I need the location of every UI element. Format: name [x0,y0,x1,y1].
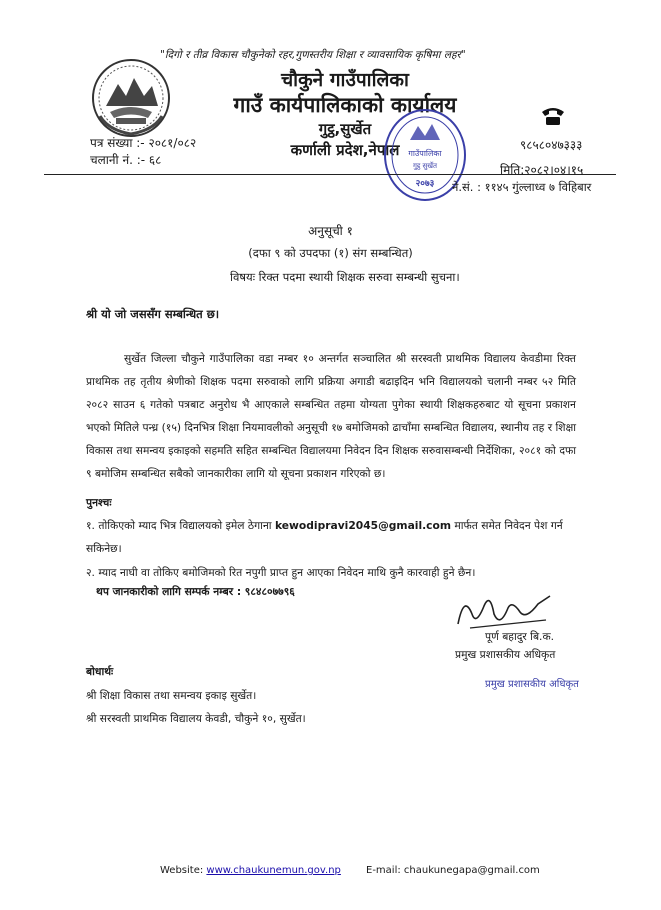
postscript-item-1-text: १. तोकिएको म्याद भित्र विद्यालयको इमेल ठेगाना [86,519,272,532]
telephone-icon [540,106,566,126]
issue-date: मिति:२०८२।०४।१५ [500,163,584,177]
postscript-item-1-cont: सकिनेछ। [86,542,122,555]
email-label: E-mail: [366,865,401,876]
nepal-emblem-icon [88,56,174,140]
phone-number: ९८५८०४७३३३ [520,138,583,152]
subject-line [230,270,460,285]
office-name: गाउँ कार्यपालिकाको कार्यालय [233,93,457,117]
school-email: kewodipravi2045@gmail.com [274,519,451,532]
province-name: कर्णाली प्रदेश,नेपाल [290,141,400,159]
reference-number: पत्र संख्या :- २०८१/०८२ [90,136,197,150]
header-divider [44,174,616,175]
footer-website [160,865,341,876]
schedule-title: अनुसूची १ [308,224,353,238]
dispatch-number: चलानी नं. :- ६८ [90,153,162,167]
signature [450,584,560,634]
notice-body [86,347,576,485]
contact-number: थप जानकारीको लागि सम्पर्क नम्बर : ९८४८०७७९६ [96,585,295,598]
subject-text: रिक्त पदमा स्थायी शिक्षक सरुवा सम्बन्धी सुचना। [258,270,460,284]
nepal-sambat-date: ने.सं. : ११४५ गुंल्लाध्व ७ विहिबार [452,180,592,194]
clause-reference: (दफा ९ को उपदफा (१) संग सम्बन्धित) [248,246,413,260]
signatory-name: पूर्ण बहादुर बि.क. [485,630,555,643]
cc-item: श्री शिक्षा विकास तथा समन्वय इकाइ सुर्खेत। [86,689,257,702]
slogan: "दिगो र तीव्र विकास चौकुनेको रहर,गुणस्तरीय शिक्षा र व्यावसायिक कृषिमा लहर" [160,49,466,61]
cc-item: श्री सरस्वती प्राथमिक विद्यालय केवडी, चौकुने १०, सुर्खेत। [86,712,306,725]
email-address: chaukunegapa@gmail.com [403,865,540,876]
postscript-item-2: २. म्याद नाघी वा तोकिए बमोजिमको रित नपुगी प्राप्त हुन आएका निवेदन माथि कुनै कारवाही हुने छैन। [86,566,476,579]
website-label: Website: [160,865,204,876]
postscript-heading: पुनश्चः [86,496,112,509]
signatory-title: प्रमुख प्रशासकीय अधिकृत [455,648,556,661]
stamp-text-2: गुट्ठ सुर्खेत [412,162,438,170]
stamp-text-3: २०७३ [415,179,435,189]
postscript-item-1 [86,519,563,533]
notice-body-text: सुर्खेत जिल्ला चौकुने गाउँपालिका वडा नम्बर १० अन्तर्गत सञ्चालित श्री सरस्वती प्राथमिक विद्यालय केवडीमा रिक्त प्राथमिक तह तृतीय श्रेणीको शिक्षक पदमा सरुवाको लागि प्रक्रिया अगाडी बढाइदिन भनि विद्यालयको चलानी नम्बर ५२ मिति २०८२ साउन ६ गतेको पत्रबाट अनुरोध भै आएकाले सम्बन्धित तहमा योग्यता पुगेका स्थायी शिक्षकहरुबाट यो सूचना प्रकाशन भएको मितिले पन्ध्र (१५) दिनभित्र शिक्षा नियमावलीको अनुसूची १७ बमोजिमको ढाचाँमा सम्बन्धित विद्यालय, स्थानीय तह र शिक्षा विकास तथा समन्वय इकाइको सहमति सहित सम्बन्धित विद्यालयमा निवेदन दिन शिक्षक सरुवासम्बन्धी निर्देशिका, २०८१ को दफा ९ बमोजिम सम्बन्धित सबैको जानकारीका लागि यो सूचना प्रकाशन गरिएको छ। [86,352,576,480]
salutation: श्री यो जो जससँग सम्बन्धित छ। [86,307,220,321]
signatory-stamp: प्रमुख प्रशासकीय अधिकृत [485,679,579,690]
stamp-text-1: गाउँपालिका [408,149,442,158]
footer-email [366,865,540,876]
cc-heading: बोधार्थः [86,665,114,678]
municipality-name: चौकुने गाउँपालिका [281,69,409,91]
postscript-item-1-tail: मार्फत समेत निवेदन पेश गर्न [454,519,563,532]
office-location: गुट्ठ,सुर्खेत [318,120,372,138]
website-link[interactable]: www.chaukunemun.gov.np [206,865,341,876]
subject-label: विषयः [230,270,256,284]
